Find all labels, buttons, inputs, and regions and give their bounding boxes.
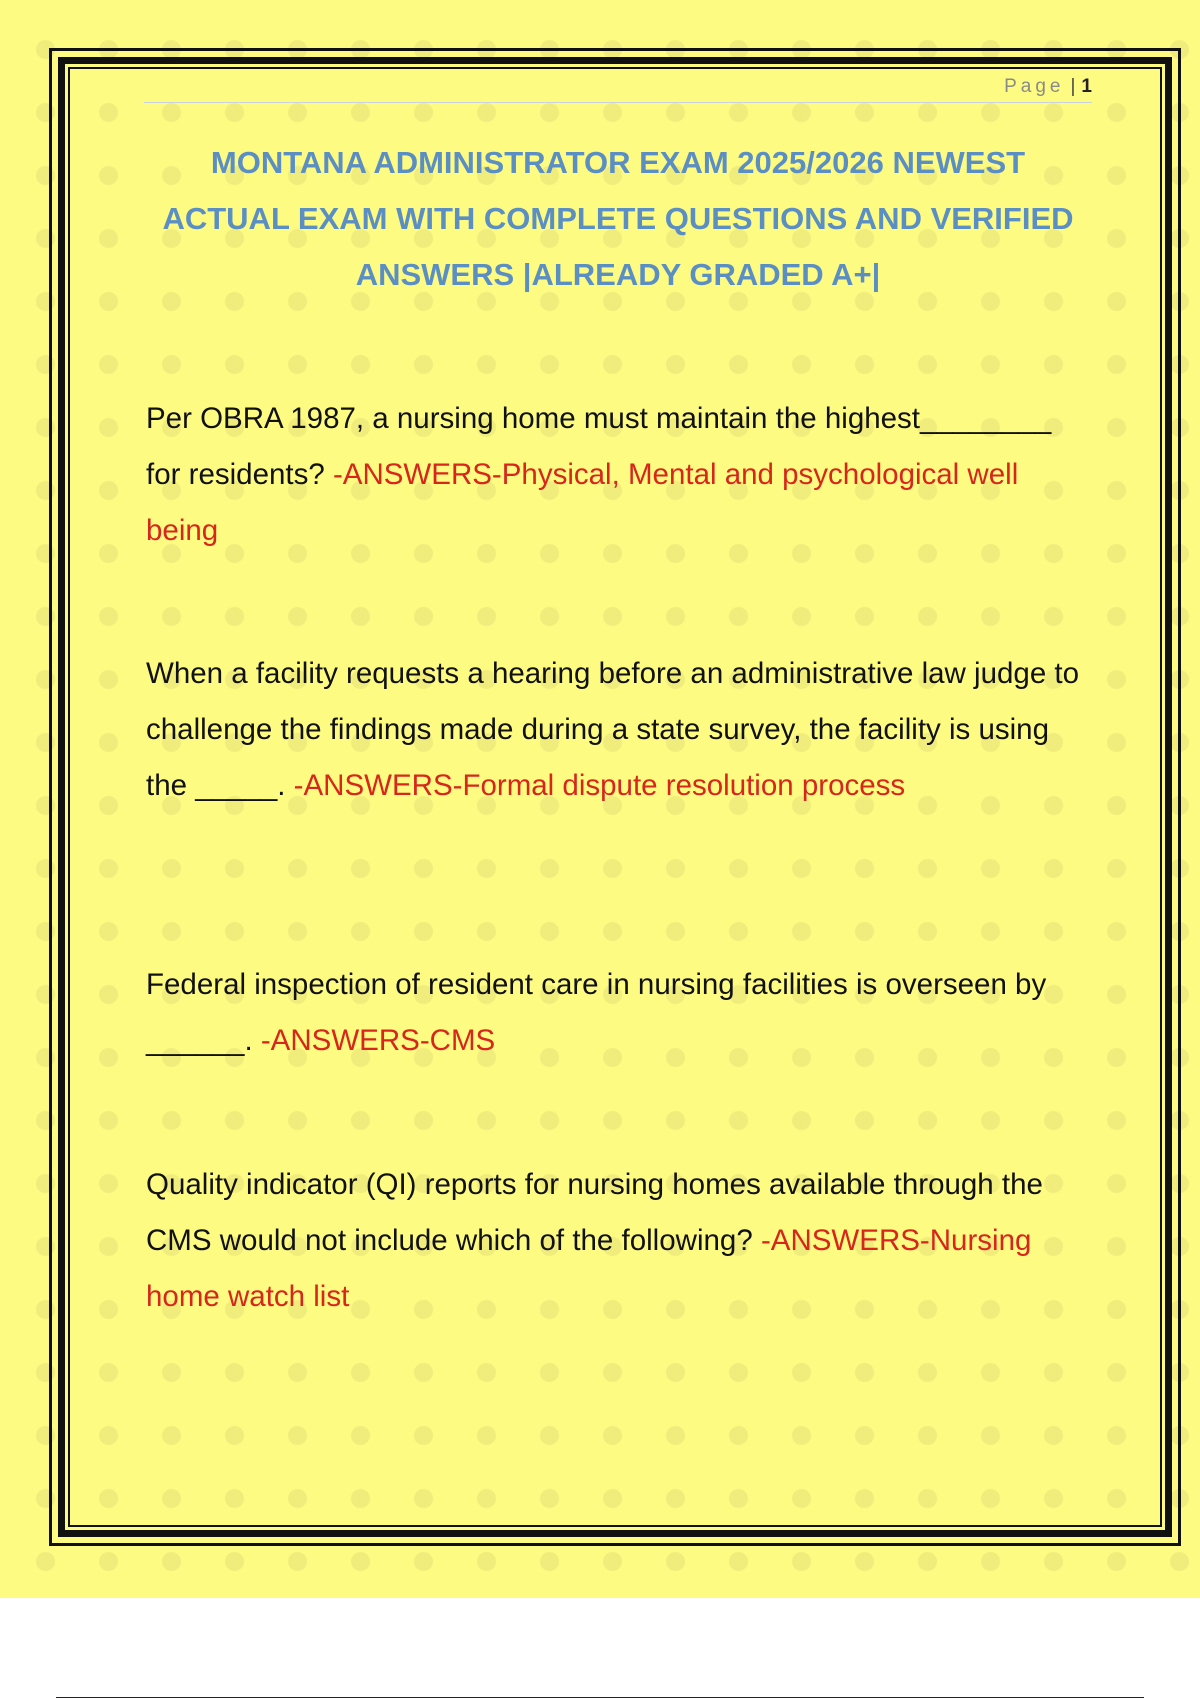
answer-text: -ANSWERS-CMS — [260, 1024, 496, 1057]
question-text: Quality indicator (QI) reports for nursing homes available through the CMS would not include which of the following? — [146, 1168, 1043, 1257]
page-label: Page — [1004, 76, 1065, 97]
qa-item-3 — [146, 957, 1091, 1069]
answer-text: -ANSWERS-Physical, Mental and psychological well being — [146, 458, 1019, 547]
footer-divider — [56, 1697, 1144, 1698]
question-text: Per OBRA 1987, a nursing home must maintain the highest________ for residents? — [146, 402, 1052, 491]
page-separator: | — [1070, 76, 1076, 97]
question-text: Federal inspection of resident care in nursing facilities is overseen by ______. — [146, 968, 1047, 1057]
qa-item-4 — [146, 1157, 1091, 1325]
page-number-header — [144, 72, 1092, 103]
document-title: MONTANA ADMINISTRATOR EXAM 2025/2026 NEWEST ACTUAL EXAM WITH COMPLETE QUESTIONS AND VERIFIED ANSWERS |ALREADY GRADED A+| — [162, 145, 1074, 292]
question-text: When a facility requests a hearing before an administrative law judge to challenge the findings made during a state survey, the facility is using the _____. — [146, 657, 1080, 802]
qa-item-1 — [146, 391, 1091, 559]
answer-text: -ANSWERS-Formal dispute resolution process — [293, 769, 906, 802]
answer-text: -ANSWERS-Nursing home watch list — [146, 1224, 1032, 1313]
qa-item-2 — [146, 646, 1091, 814]
page-number: 1 — [1081, 76, 1092, 97]
